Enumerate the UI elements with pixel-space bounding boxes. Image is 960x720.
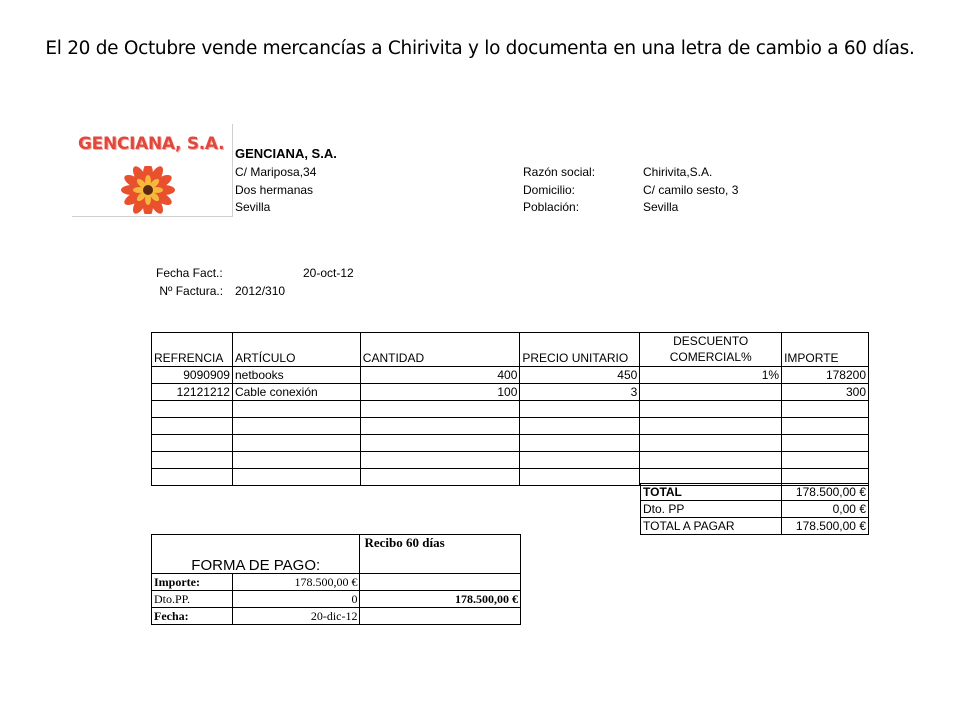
importe-row bbox=[152, 574, 521, 591]
dto-row bbox=[641, 501, 869, 518]
seller-address: C/ Mariposa,34 bbox=[235, 165, 317, 179]
recibo-label: Recibo 60 días bbox=[360, 535, 521, 574]
items-table bbox=[151, 332, 869, 486]
buyer-poblacion-value: Sevilla bbox=[643, 200, 679, 214]
header-descuento-line2: COMERCIAL% bbox=[669, 350, 752, 364]
header-descuento bbox=[640, 333, 782, 367]
flower-icon bbox=[112, 166, 192, 214]
logo-text: GENCIANA, S.A. bbox=[78, 134, 225, 154]
company-logo bbox=[72, 124, 233, 217]
dto-pp-label: Dto.PP. bbox=[152, 591, 233, 608]
total-label: TOTAL bbox=[641, 484, 782, 501]
header-cantidad: CANTIDAD bbox=[360, 333, 520, 367]
total-pagar-value: 178.500,00 € bbox=[782, 518, 869, 535]
fecha-value: 20-dic-12 bbox=[232, 608, 360, 625]
seller-province: Sevilla bbox=[235, 200, 271, 214]
cell-referencia: 12121212 bbox=[152, 384, 233, 401]
dto-label: Dto. PP bbox=[641, 501, 782, 518]
importe-label: Importe: bbox=[152, 574, 233, 591]
header-articulo: ARTÍCULO bbox=[232, 333, 360, 367]
importe-value: 178.500,00 € bbox=[232, 574, 360, 591]
forma-de-pago-label: FORMA DE PAGO: bbox=[152, 535, 360, 574]
total-pagar-row bbox=[641, 518, 869, 535]
fecha-row bbox=[152, 608, 521, 625]
table-row-empty bbox=[152, 418, 869, 435]
table-row bbox=[152, 384, 869, 401]
seller-name: GENCIANA, S.A. bbox=[235, 146, 337, 161]
cell-descuento bbox=[640, 384, 782, 401]
invoice-number-value: 2012/310 bbox=[235, 284, 286, 298]
buyer-poblacion-label: Población: bbox=[523, 200, 580, 214]
total-row bbox=[641, 484, 869, 501]
cell-cantidad: 400 bbox=[360, 367, 520, 384]
items-header-row bbox=[152, 333, 869, 367]
cell-precio: 3 bbox=[520, 384, 640, 401]
fecha-label: Fecha: bbox=[152, 608, 233, 625]
table-row-empty bbox=[152, 401, 869, 418]
header-descuento-line1: DESCUENTO bbox=[673, 334, 749, 348]
page-heading: El 20 de Octubre vende mercancías a Chirivita y lo documenta en una letra de cambio a 60 días. bbox=[45, 38, 915, 59]
buyer-domicilio-label: Domicilio: bbox=[523, 183, 576, 197]
dto-value: 0,00 € bbox=[782, 501, 869, 518]
payment-table bbox=[151, 534, 521, 625]
header-referencia: REFRENCIA bbox=[152, 333, 233, 367]
buyer-domicilio-value: C/ camilo sesto, 3 bbox=[643, 183, 739, 197]
payment-header-row bbox=[152, 535, 521, 574]
buyer-razon-value: Chirivita,S.A. bbox=[643, 165, 713, 179]
table-row-empty bbox=[152, 452, 869, 469]
totals-table bbox=[640, 483, 869, 535]
recibo-amount: 178.500,00 € bbox=[360, 591, 521, 608]
buyer-razon-label: Razón social: bbox=[523, 165, 596, 179]
invoice-date-value: 20-oct-12 bbox=[303, 266, 354, 280]
dto-pp-value: 0 bbox=[232, 591, 360, 608]
seller-city: Dos hermanas bbox=[235, 183, 314, 197]
cell-importe: 178200 bbox=[782, 367, 869, 384]
table-row-empty bbox=[152, 435, 869, 452]
dto-pp-row bbox=[152, 591, 521, 608]
cell-cantidad: 100 bbox=[360, 384, 520, 401]
header-importe: IMPORTE bbox=[782, 333, 869, 367]
table-row bbox=[152, 367, 869, 384]
total-pagar-label: TOTAL A PAGAR bbox=[641, 518, 782, 535]
header-precio: PRECIO UNITARIO bbox=[520, 333, 640, 367]
cell-articulo: netbooks bbox=[232, 367, 360, 384]
invoice-number-label: Nº Factura.: bbox=[156, 284, 224, 298]
cell-precio: 450 bbox=[520, 367, 640, 384]
cell-importe: 300 bbox=[782, 384, 869, 401]
invoice-date-label: Fecha Fact.: bbox=[156, 266, 223, 280]
cell-descuento: 1% bbox=[640, 367, 782, 384]
cell-articulo: Cable conexión bbox=[232, 384, 360, 401]
total-value: 178.500,00 € bbox=[782, 484, 869, 501]
cell-referencia: 9090909 bbox=[152, 367, 233, 384]
